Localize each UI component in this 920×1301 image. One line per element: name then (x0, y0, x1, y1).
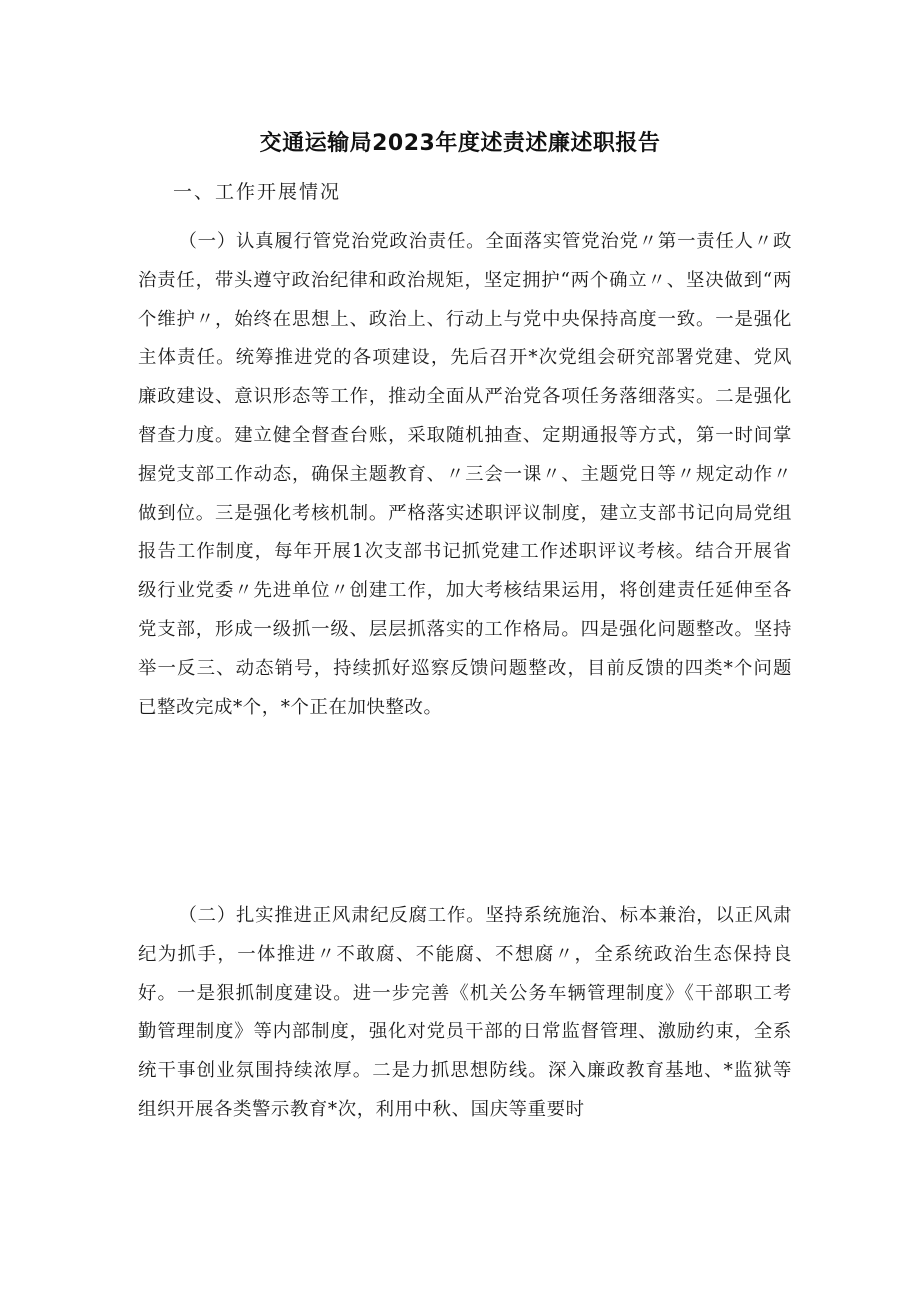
paragraph-1: （一）认真履行管党治党政治责任。全面落实管党治党〃第一责任人〃政治责任，带头遵守政治纪律和政治规矩，坚定拥护“两个确立〃、坚决做到“两个维护〃，始终在思想上、政治上、行动上与党中央保持高度一致。一是强化主体责任。统筹推进党的各项建设，先后召开*次党组会研究部署党建、党风廉政建设、意识形态等工作，推动全面从严治党各项任务落细落实。二是强化督查力度。建立健全督查台账，采取随机抽查、定期通报等方式，第一时间掌握党支部工作动态，确保主题教育、〃三会一课〃、主题党日等〃规定动作〃做到位。三是强化考核机制。严格落实述职评议制度，建立支部书记向局党组报告工作制度，每年开展1次支部书记抓党建工作述职评议考核。结合开展省级行业党委〃先进单位〃创建工作，加大考核结果运用，将创建责任延伸至各党支部，形成一级抓一级、层层抓落实的工作格局。四是强化问题整改。坚持举一反三、动态销号，持续抓好巡察反馈问题整改，目前反馈的四类*个问题已整改完成*个，*个正在加快整改。 (138, 231, 792, 718)
document-title: 交通运输局2023年度述责述廉述职报告 (259, 131, 661, 156)
paragraph-2: （二）扎实推进正风肃纪反腐工作。坚持系统施治、标本兼治，以正风肃纪为抓手，一体推进〃不敢腐、不能腐、不想腐〃，全系统政治生态保持良好。一是狠抓制度建设。进一步完善《机关公务车辆管理制度》《干部职工考勤管理制度》等内部制度，强化对党员干部的日常监督管理、激励约束，全系统干事创业氛围持续浓厚。二是力抓思想防线。深入廉政教育基地、*监狱等组织开展各类警示教育*次，利用中秋、国庆等重要时 (138, 905, 792, 1120)
section-heading: 一、工作开展情况 (173, 181, 342, 203)
